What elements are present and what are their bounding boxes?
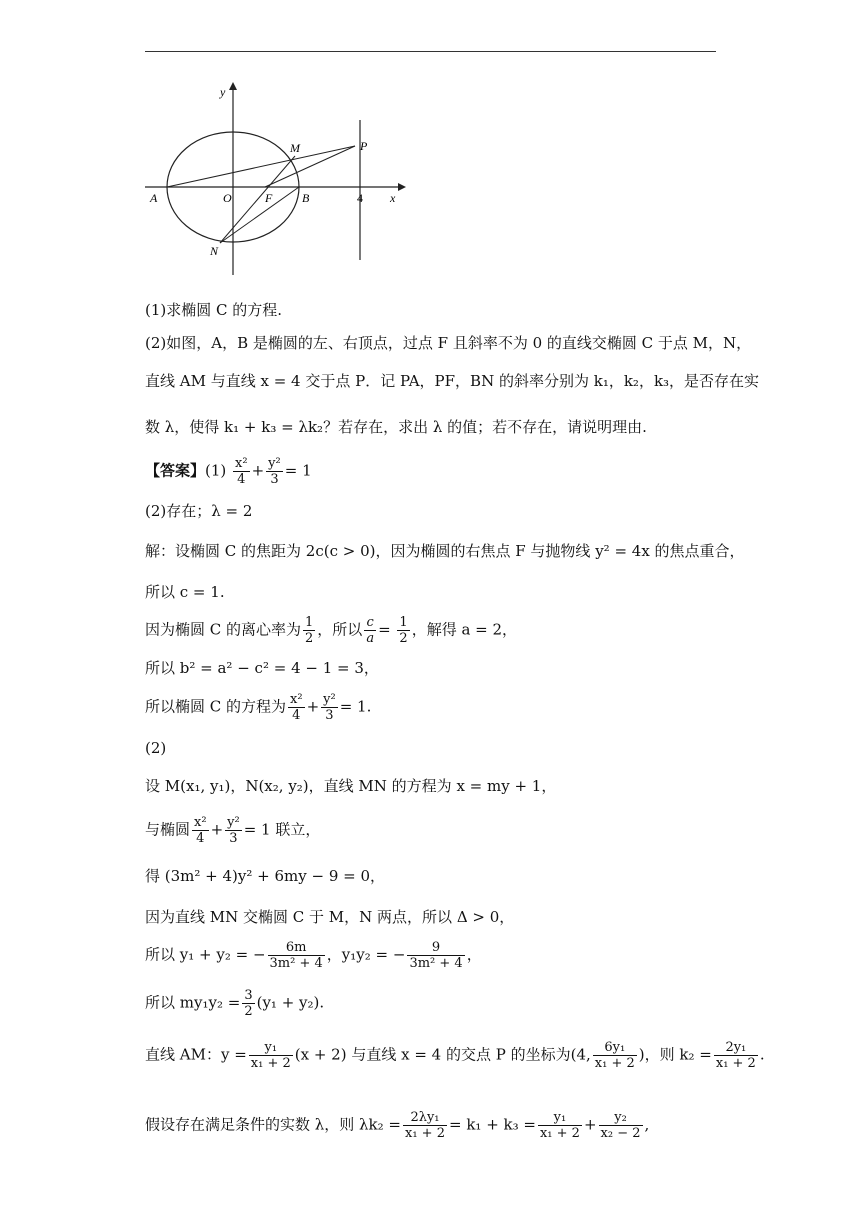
answer-2: (2)存在；λ = 2	[145, 502, 253, 520]
label-o: O	[223, 191, 232, 205]
part-2-line-4: 因为直线 MN 交椭圆 C 于 M，N 两点，所以 Δ > 0，	[145, 908, 515, 926]
frac-y2-3: $\frac{\text{y²}}{3}$	[268, 456, 281, 487]
answer-1: 【答案】(1) $\frac{\text{x²}}{4}$ + $\frac{\text{y²}}{3}$ = 1	[145, 456, 312, 487]
part-2-line-1: 设 M(x₁, y₁)，N(x₂, y₂)，直线 MN 的方程为 x = my + 1，	[145, 777, 557, 795]
solution-line-5: 所以椭圆 C 的方程为 $\frac{\text{x²}}{4}$ + $\frac{\text{y²}}{3}$ = 1.	[145, 692, 372, 723]
header-rule	[145, 51, 716, 52]
solution-line-3: 因为椭圆 C 的离心率为 $\frac{1}{2}$ ，所以 $\frac{c}{a}$ = $\frac{1}{2}$ ，解得 a = 2，	[145, 615, 518, 646]
label-f: F	[265, 191, 273, 205]
label-y: y	[220, 85, 226, 99]
question-2-line-1: (2)如图，A，B 是椭圆的左、右顶点，过点 F 且斜率不为 0 的直线交椭圆 C 于点 M，N，	[145, 334, 752, 352]
question-2-line-2: 直线 AM 与直线 x = 4 交于点 P．记 PA，PF，BN 的斜率分别为 k₁，k₂，k₃，是否存在实	[145, 372, 760, 390]
label-b: B	[302, 191, 310, 205]
frac-c-a: $\frac{c}{a}$	[366, 615, 375, 646]
line-pf	[265, 146, 355, 187]
frac-x2-4: $\frac{\text{x²}}{4}$	[235, 456, 248, 487]
question-2-line-3: 数 λ，使得 k₁ + k₃ = λk₂？若存在，求出 λ 的值；若不存在，请说明理由.	[145, 418, 647, 436]
part-2-label: (2)	[145, 739, 167, 757]
label-m: M	[290, 141, 300, 155]
ellipse-figure	[140, 80, 410, 280]
line-ap	[167, 146, 355, 187]
frac-1-2: $\frac{1}{2}$	[305, 615, 314, 646]
question-1: (1)求椭圆 C 的方程.	[145, 301, 283, 319]
part-2-line-6: 所以 my₁y₂ = $\frac{3}{2}$ (y₁ + y₂).	[145, 988, 325, 1019]
y-axis-arrow-icon	[229, 82, 237, 90]
label-four: 4	[357, 191, 363, 205]
part-2-line-3: 得 (3m² + 4)y² + 6my − 9 = 0，	[145, 867, 386, 885]
x-axis-arrow-icon	[398, 183, 406, 191]
line-bn	[220, 187, 299, 243]
solution-line-4: 所以 b² = a² − c² = 4 − 1 = 3，	[145, 659, 379, 677]
label-x: x	[390, 191, 396, 205]
part-2-line-7: 直线 AM：y = $\frac{\text{y₁}}{\text{x₁ + 2}}$ (x + 2) 与直线 x = 4 的交点 P 的坐标为(4, $\frac{\text{6y₁}}{\text{x₁ + 2}}$ )，则 k₂ = $\frac{\text{2y₁}}{\text{x₁ + 2}}$ .	[145, 1040, 765, 1071]
label-a: A	[150, 191, 158, 205]
answer-1-prefix: (1)	[205, 461, 227, 480]
label-p: P	[360, 139, 368, 153]
solution-line-1: 解：设椭圆 C 的焦距为 2c(c > 0)，因为椭圆的右焦点 F 与抛物线 y² = 4x 的焦点重合，	[145, 542, 745, 560]
part-2-line-5: 所以 y₁ + y₂ = − $\frac{6m}{\text{3m² + 4}}$ ，y₁y₂ = − $\frac{9}{\text{3m² + 4}}$ ，	[145, 940, 482, 971]
answer-label: 【答案】	[145, 461, 206, 480]
part-2-line-8: 假设存在满足条件的实数 λ，则 λk₂ = $\frac{\text{2λy₁}}{\text{x₁ + 2}}$ = k₁ + k₃ = $\frac{\text{y₁}}{\text{x₁ + 2}}$ + $\frac{\text{y₂}}{\text{x₂ − 2}}$ ,	[145, 1110, 650, 1141]
solution-line-2: 所以 c = 1.	[145, 583, 225, 601]
part-2-line-2: 与椭圆 $\frac{\text{x²}}{4}$ + $\frac{\text{y²}}{3}$ = 1 联立，	[145, 815, 321, 846]
label-n: N	[210, 244, 219, 258]
frac-1-2b: $\frac{1}{2}$	[399, 615, 408, 646]
